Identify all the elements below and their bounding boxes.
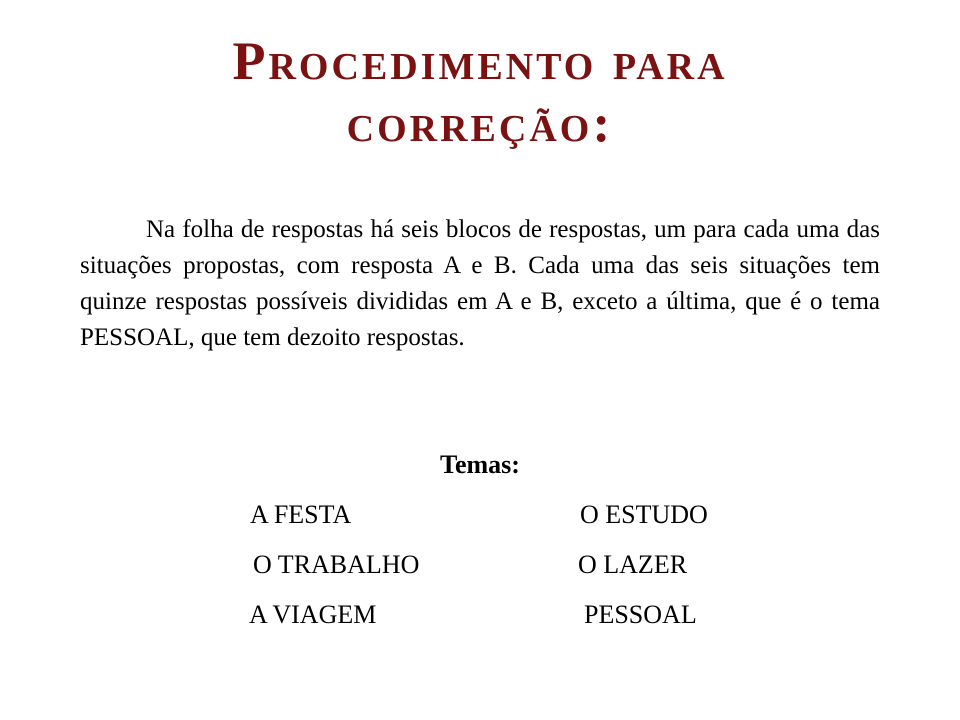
slide-title-line-1: Procedimento para — [232, 31, 728, 91]
body-paragraph: Na folha de respostas há seis blocos de respostas, um para cada uma das situações propostas, com resposta A e B. Cada uma das seis situações tem quinze respostas possíveis divididas em A e B, exceto a última, que é o tema PESSOAL, que tem dezoito respostas. — [80, 216, 880, 351]
themes-heading: Temas: — [440, 450, 520, 479]
theme-item: PESSOAL — [584, 600, 697, 629]
theme-item: O LAZER — [578, 550, 688, 579]
theme-row — [0, 600, 960, 640]
slide-title — [0, 30, 960, 154]
theme-item: A FESTA — [250, 500, 352, 529]
slide-title-line-2: correção: — [346, 93, 614, 153]
theme-item: O ESTUDO — [580, 500, 708, 529]
theme-row — [0, 500, 960, 540]
theme-item: A VIAGEM — [249, 600, 377, 629]
theme-item: O TRABALHO — [253, 550, 420, 579]
theme-row — [0, 550, 960, 590]
